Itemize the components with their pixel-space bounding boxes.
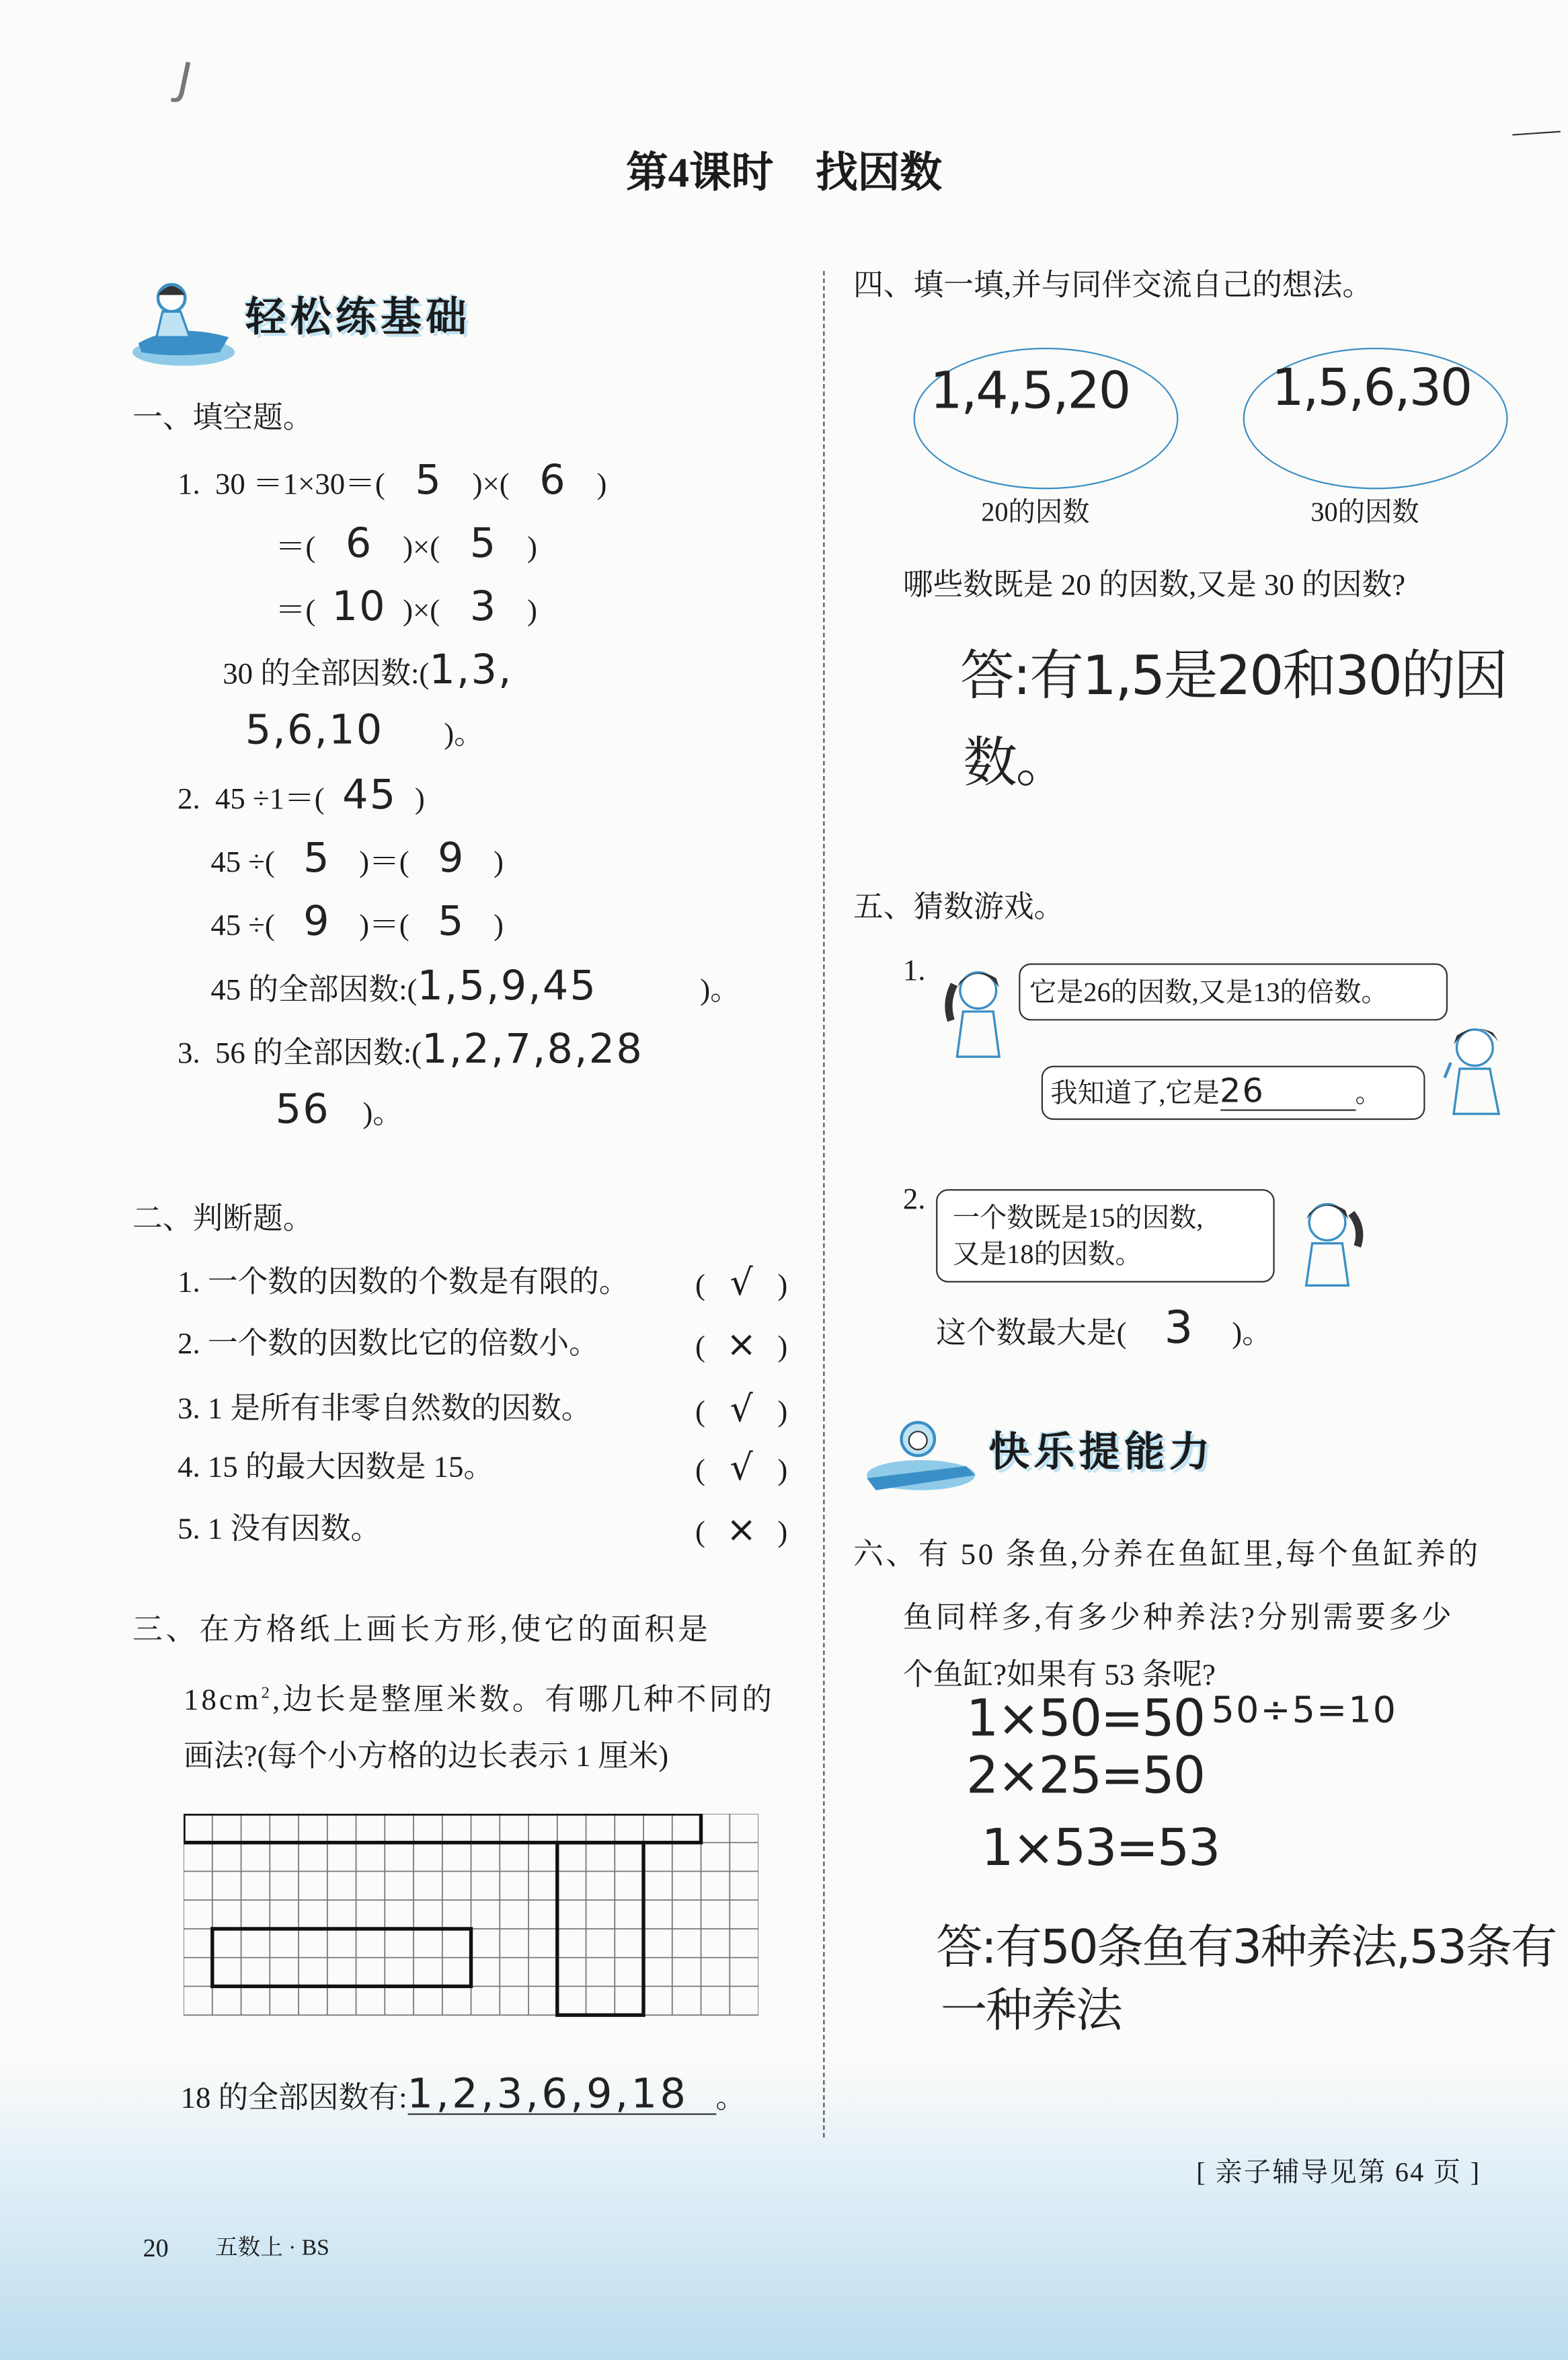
part4-heading: 四、填一填,并与同伴交流自己的想法。	[853, 269, 1373, 303]
part5-heading: 五、猜数游戏。	[853, 890, 1064, 925]
part2-heading: 二、判断题。	[132, 1203, 313, 1236]
q2-bubble-line1: 一个数既是15的因数,	[952, 1203, 1204, 1233]
girl-illustration-icon	[936, 960, 1020, 1060]
part3-line3: 画法?(每个小方格的边长表示 1 厘米)	[184, 1740, 669, 1774]
q1-answer-5: 10	[331, 584, 387, 631]
judge-answer-box: ( × )	[695, 1323, 788, 1365]
factors-of-20-label: 20的因数	[981, 496, 1090, 527]
q1-text: )	[526, 595, 537, 628]
page-title: 第4课时 找因数	[626, 150, 943, 198]
part3-answer-label: 18 的全部因数有:	[180, 2082, 407, 2115]
section-header-advanced	[861, 1415, 1214, 1502]
q3-text: )。	[362, 1097, 403, 1131]
speech-bubble-q1-reply	[1042, 1066, 1425, 1120]
q2-text: 45 ÷1＝(	[215, 782, 325, 816]
judge-text: 2. 一个数的因数比它的倍数小。	[178, 1328, 599, 1361]
q2-line3	[210, 899, 504, 946]
part3-line2	[184, 1675, 775, 1718]
part1-heading: 一、填空题。	[132, 402, 313, 435]
q1-all-factors	[223, 647, 513, 694]
q2-all-label: 45 的全部因数:(	[210, 974, 418, 1007]
judge-text: 3. 1 是所有非零自然数的因数。	[178, 1392, 592, 1426]
grid-paper	[184, 1814, 758, 2024]
part5-q1-number: 1.	[902, 954, 926, 988]
part3-answer	[180, 2071, 746, 2119]
page-number: 20	[143, 2234, 169, 2262]
section-header-basic	[129, 277, 471, 371]
factors-of-30-values: 1,5,6,30	[1271, 358, 1471, 419]
section-title-basic: 轻松练基础	[245, 294, 471, 342]
q1-text: )。	[444, 718, 484, 751]
part5-q2-prompt	[936, 1301, 1272, 1355]
q2-text: )	[414, 782, 425, 816]
q1-text: )×(	[403, 531, 440, 565]
judge-item	[178, 1326, 599, 1363]
judge-item	[178, 1511, 381, 1548]
part6-answer-line1: 答:有50条鱼有3种养法,53条有	[936, 1920, 1557, 1975]
astronaut-rocket-icon	[861, 1415, 981, 1502]
judge-answer-box: ( √ )	[695, 1446, 788, 1489]
q2-answer-1: 45	[342, 772, 397, 819]
q2-text: )。	[700, 974, 740, 1007]
q1-all-factors-cont	[245, 707, 484, 755]
q1-reply	[1050, 1075, 1382, 1111]
part3-answer-value: 1,2,3,6,9,18	[407, 2078, 716, 2115]
q1-reply-answer: 26	[1220, 1076, 1355, 1110]
q1-reply-text: 我知道了,它是	[1050, 1077, 1220, 1108]
speech-bubble-q2	[936, 1189, 1275, 1283]
q2-all-factors	[210, 963, 740, 1010]
part3-text: 。	[715, 2082, 746, 2115]
q2-text: )	[494, 845, 504, 880]
part6-line1: 六、有 50 条鱼,分养在鱼缸里,每个鱼缸养的	[853, 1538, 1481, 1572]
work-line: 2×25=50	[966, 1746, 1204, 1806]
q1-text: )	[596, 468, 607, 502]
jet-ski-boy-icon	[129, 277, 237, 371]
judge-answer: ×	[726, 1323, 757, 1365]
girl-pointing-illustration-icon	[1282, 1192, 1372, 1292]
q2-text: )＝(	[359, 845, 409, 880]
q2-all-answer: 1,5,9,45	[417, 963, 598, 1010]
q1-number: 1.	[178, 468, 200, 502]
judge-answer-box: ( √ )	[695, 1387, 788, 1431]
q1-all-answer-b: 5,6,10	[245, 707, 384, 755]
q1-all-answer-a: 1,3,	[429, 647, 513, 694]
speech-bubble-q1	[1019, 963, 1448, 1020]
q3-number: 3.	[178, 1037, 200, 1071]
judge-answer-box: ( × )	[695, 1508, 788, 1551]
part6-line2: 鱼同样多,有多少种养法?分别需要多少	[902, 1601, 1454, 1635]
q2-answer: 3	[1164, 1301, 1195, 1355]
part3-line1: 三、在方格纸上画长方形,使它的面积是	[132, 1613, 711, 1647]
part3-text: 18cm	[184, 1683, 262, 1717]
q1-answer-3: 6	[345, 521, 373, 568]
superscript: 2	[261, 1684, 272, 1703]
q3-all-label: 56 的全部因数:(	[215, 1037, 422, 1071]
factors-of-30-label: 30的因数	[1310, 496, 1419, 527]
q2-answer-2: 5	[303, 835, 331, 882]
q1-text: ＝(	[275, 595, 316, 628]
part3-text: ,边长是整厘米数。有哪几种不同的	[272, 1683, 775, 1717]
q1-text: )×(	[472, 468, 510, 502]
q1-reply-text: 。	[1355, 1077, 1382, 1108]
q2-line1	[178, 772, 425, 819]
judge-answer: √	[730, 1446, 753, 1489]
q1-answer-4: 5	[469, 521, 498, 568]
part4-question: 哪些数既是 20 的因数,又是 30 的因数?	[902, 569, 1406, 603]
work-line: 1×50=50	[966, 1689, 1204, 1749]
q1-text: )×(	[403, 595, 440, 628]
part6-line3: 个鱼缸?如果有 53 条呢?	[902, 1659, 1216, 1692]
q1-answer-6: 3	[469, 584, 498, 631]
q2-text: 45 ÷(	[210, 909, 275, 943]
corner-tick	[1512, 130, 1561, 135]
q2-answer-3: 9	[438, 835, 465, 882]
q1-answer-1: 5	[415, 457, 443, 504]
q2-answer-5: 5	[438, 899, 465, 946]
q1-bubble-text: 它是26的因数,又是13的倍数。	[1029, 977, 1388, 1007]
judge-answer: ×	[726, 1508, 757, 1551]
judge-item	[178, 1391, 591, 1427]
q2-text: )	[494, 909, 504, 943]
factors-of-20-values: 1,4,5,20	[930, 361, 1130, 422]
q1-all-label: 30 的全部因数:(	[223, 658, 430, 691]
work-line: 1×53=53	[981, 1818, 1220, 1879]
judge-text: 1. 一个数的因数的个数是有限的。	[178, 1266, 629, 1299]
q2-prompt-text: )。	[1232, 1317, 1272, 1350]
q2-number: 2.	[178, 782, 200, 816]
part5-q2-number: 2.	[902, 1183, 926, 1217]
q1-answer-2: 6	[539, 457, 567, 504]
part6-answer-line2: 一种养法	[940, 1983, 1122, 2039]
q1-line1	[178, 457, 607, 504]
boy-illustration-icon	[1429, 1018, 1514, 1117]
q3-all-answer-a: 1,2,7,8,28	[422, 1026, 644, 1073]
q1-line3	[275, 584, 537, 631]
q2-text: )＝(	[359, 909, 409, 943]
section-title-advanced: 快乐提能力	[988, 1429, 1215, 1476]
judge-answer: √	[730, 1261, 753, 1304]
q1-text: )	[526, 531, 537, 565]
q2-line2	[210, 835, 504, 882]
judge-item	[178, 1264, 629, 1301]
q1-text: ＝(	[275, 531, 316, 565]
parent-guide-reference: [ 亲子辅导见第 64 页 ]	[1196, 2157, 1481, 2187]
q1-line2	[275, 521, 537, 568]
judge-text: 4. 15 的最大因数是 15。	[178, 1451, 494, 1484]
column-divider	[823, 271, 824, 2137]
q1-text: 30 ＝1×30＝(	[215, 468, 385, 502]
q2-prompt-text: 这个数最大是(	[936, 1317, 1127, 1350]
book-label: 五数上 · BS	[215, 2236, 329, 2261]
judge-answer-box: ( √ )	[695, 1261, 788, 1304]
part4-answer-line2: 数。	[963, 732, 1069, 795]
q3-line2	[275, 1086, 403, 1134]
judge-answer: √	[730, 1387, 753, 1431]
q3-all-answer-b: 56	[275, 1086, 330, 1134]
q2-text: 45 ÷(	[210, 845, 275, 880]
q3-line1	[178, 1026, 644, 1073]
q2-answer-4: 9	[303, 899, 331, 946]
judge-text: 5. 1 没有因数。	[178, 1513, 381, 1546]
q2-bubble-line2: 又是18的因数。	[952, 1238, 1142, 1269]
handwritten-corner-mark: J	[172, 53, 198, 108]
judge-item	[178, 1449, 494, 1486]
work-line: 50÷5=10	[1211, 1689, 1398, 1731]
part4-answer-line1: 答:有1,5是20和30的因	[959, 646, 1507, 708]
